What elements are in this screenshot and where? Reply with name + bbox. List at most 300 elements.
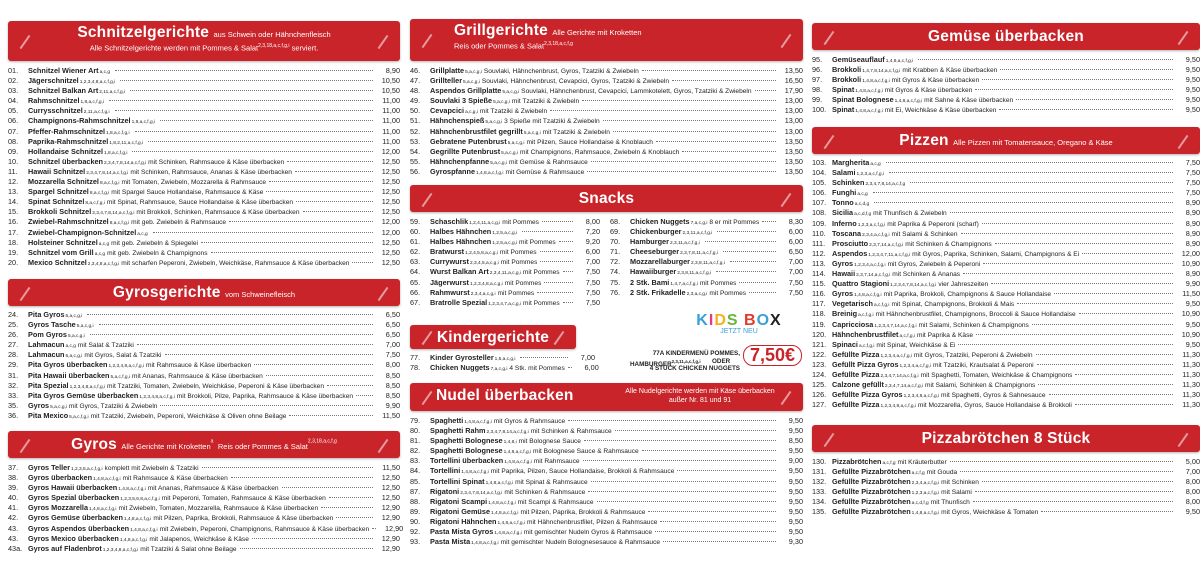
dot-leader	[963, 273, 1173, 274]
item-price: 7,50	[788, 277, 803, 287]
item-allergens: a,c,d,g	[854, 202, 870, 208]
section-header-snacks	[410, 185, 803, 212]
dot-leader	[976, 334, 1173, 335]
item-description: mit Schinken & Ananas	[892, 271, 961, 279]
item-allergens: 1,4,8,a,c,f,g,i	[488, 500, 516, 506]
item-name: Schinken	[832, 178, 865, 188]
menu-item	[812, 168, 1200, 178]
item-name: Hähnchenspieß	[430, 116, 485, 126]
dot-leader	[1016, 99, 1173, 100]
item-description: mit Bolognese Sauce	[518, 438, 581, 446]
section-title: Gyros	[71, 436, 117, 453]
item-allergens: 2,3,4,7,8,14,a,c,f,g,i	[86, 170, 129, 176]
dot-leader	[910, 182, 1173, 183]
menu-item	[8, 177, 400, 187]
menu-column-2	[410, 0, 803, 574]
section-header-gyros	[8, 431, 400, 458]
item-description: mit Salat & Tzatziki	[77, 342, 134, 350]
menu-item	[812, 487, 1200, 497]
menu-item	[812, 360, 1200, 370]
menu-item	[410, 487, 803, 497]
item-price: 12,50	[381, 197, 400, 207]
menu-item	[8, 248, 400, 258]
dot-leader	[975, 89, 1173, 90]
item-allergens: 7,a,c,g,i	[490, 367, 508, 373]
item-name: Schaschlik	[430, 217, 469, 226]
item-description: mit Hähnchenbrustfilet, Champignons, Broccoli & Sauce Hollandaise	[875, 311, 1076, 319]
item-price: 9,50	[1185, 105, 1200, 115]
item-price: 11,00	[382, 96, 400, 106]
item-allergens: 1,4,7,8,14,a,c,f,g,i	[862, 69, 901, 75]
item-allergens: 2,11,a,c,f,g,i	[99, 90, 126, 96]
dot-leader	[982, 79, 1173, 80]
item-price: 12,50	[381, 257, 400, 267]
item-name: Chickenburger	[630, 227, 682, 237]
section-header-grill	[410, 19, 803, 61]
item-number: 43.	[8, 523, 19, 533]
item-description: mit Champignons, Rahmsauce, Zwiebeln & Knoblauch	[519, 148, 680, 156]
item-description: mit Brokkoli, Pilze, Paprika, Rahmsauce & Käse überbacken	[176, 392, 354, 400]
item-price: 11,30	[1182, 369, 1200, 379]
item-name: Spinat	[832, 85, 855, 95]
dot-leader	[254, 364, 373, 365]
dot-leader	[656, 141, 776, 142]
menu-item	[410, 137, 803, 147]
item-allergens: 2,3,4,a,c,g,i	[470, 291, 496, 297]
menu-item	[812, 457, 1200, 467]
menu-item	[812, 249, 1200, 259]
menu-item	[812, 507, 1200, 517]
item-price: 6,50	[788, 247, 803, 257]
item-number: 125.	[812, 380, 827, 390]
item-price: 12,50	[381, 156, 400, 166]
menu-item	[410, 278, 600, 288]
item-description: mit Schinken	[941, 479, 979, 487]
item-description: mit Spinat & Rahmsauce	[515, 478, 588, 486]
item-number: 08.	[8, 136, 19, 146]
item-description: mit Spinat, Champignons, Brokkoli & Mais	[891, 301, 1015, 309]
item-allergens: 5,a,c,g,i	[76, 324, 94, 330]
item-description: mit Kräuterbutter	[897, 459, 947, 466]
dot-leader	[356, 395, 373, 396]
item-price: 9,50	[1185, 319, 1200, 329]
dot-leader	[201, 242, 373, 243]
menu-item	[8, 513, 400, 523]
section-note: außer Nr. 81 und 91	[668, 397, 732, 404]
item-number: 113.	[812, 258, 826, 268]
item-number: 04.	[8, 96, 19, 106]
item-allergens: 5,a,c,g,i	[485, 120, 503, 126]
dot-leader	[762, 221, 776, 222]
item-allergens: 1,2,3,4,a,c,f,g,i	[880, 353, 912, 359]
dot-leader	[677, 470, 776, 471]
item-name: Gyros Gemüse überbacken	[28, 513, 123, 523]
item-description: mit Sahne & Käse überbacken	[924, 97, 1014, 105]
section-header-schnitzel	[8, 21, 400, 61]
item-description: mit Salami & Schinken	[891, 230, 958, 238]
dot-leader	[597, 501, 777, 502]
item-allergens: 1,2,3,4,8,a,c,g,i	[469, 281, 503, 287]
item-number: 116.	[812, 289, 826, 299]
item-allergens: a,c,f,g,i	[899, 333, 915, 339]
item-price: 8,50	[385, 390, 400, 400]
item-price: 7,50	[1185, 168, 1200, 178]
dot-leader	[889, 172, 1173, 173]
item-number: 12.	[8, 177, 19, 187]
item-name: Spargel Schnitzel	[28, 187, 89, 197]
item-allergens: 1,4,8,a,c,f,g,i	[497, 520, 525, 526]
item-number: 84.	[410, 466, 421, 476]
item-price: 9,50	[1185, 95, 1200, 105]
dot-leader	[582, 100, 776, 101]
item-price: 12,00	[1181, 248, 1200, 258]
item-number: 42.	[8, 513, 19, 523]
item-price: 12,50	[381, 493, 400, 503]
item-allergens: 1,4,8,a,c,f,g,i	[862, 79, 890, 85]
item-number: 71.	[610, 247, 621, 257]
dot-leader	[282, 487, 373, 488]
item-description: mit Gyros, Tzatziki & Zwiebeln	[68, 402, 158, 410]
dot-leader	[950, 461, 1173, 462]
item-description: mit Pilzen, Sauce Hollandaise & Knoblauch	[526, 138, 653, 146]
item-price: 8,90	[1185, 228, 1200, 238]
menu-item	[8, 228, 400, 238]
dot-leader	[240, 548, 373, 549]
item-name: Gyros auf Fladenbrot	[28, 543, 102, 553]
item-number: 99.	[812, 95, 823, 105]
item-price: 6,00	[788, 227, 803, 237]
item-allergens: 1,2,3,4,a,c,f,g,i	[899, 363, 931, 369]
menu-item	[812, 467, 1200, 477]
cutlery-icon	[824, 432, 835, 446]
menu-item	[8, 147, 400, 157]
menu-item	[410, 257, 600, 267]
item-number: 79.	[410, 416, 421, 425]
item-allergens: 7,a,c,g,i	[690, 221, 708, 226]
kids-box-new: JETZT NEU	[720, 328, 758, 335]
item-allergens: 8,a,c,f,g,i	[109, 221, 130, 227]
dot-leader	[109, 100, 373, 101]
item-description: mit Schinken & Rahmsauce	[504, 488, 586, 496]
menu-item	[812, 259, 1200, 269]
dot-leader	[229, 221, 373, 222]
item-number: 59.	[410, 217, 421, 226]
section-header-broetchen	[812, 425, 1200, 452]
dot-leader	[303, 211, 374, 212]
menu-item	[812, 400, 1200, 410]
item-number: 127.	[812, 400, 827, 410]
cutlery-icon	[781, 192, 792, 206]
dot-leader	[522, 231, 573, 232]
menu-item	[8, 371, 400, 381]
menu-item	[812, 330, 1200, 340]
item-description: mit Gyros, Paprika, Schinken, Salami, Champignons & Ei	[912, 250, 1080, 258]
item-description: mit gemischter Nudeln Bolognesesauce & Rahmsauce	[500, 539, 661, 547]
item-description: mit Paprika, Brokkoli, Champignons & Sauce Hollandaise	[883, 291, 1052, 299]
item-number: 100.	[812, 105, 827, 115]
item-number: 56.	[410, 166, 421, 176]
menu-list-grill	[410, 66, 803, 177]
item-description: mit Salami, Schinken & Champignons	[925, 382, 1036, 390]
item-name: Gyros Aspendos überbacken	[28, 523, 130, 533]
item-allergens: 1,2,3,5,a,c,f,g,i	[71, 467, 103, 472]
item-price: 7,50	[1185, 188, 1200, 198]
item-price: 9,50	[788, 476, 803, 486]
section-subtitle: vom Schweinefleisch	[225, 290, 296, 299]
menu-item	[410, 537, 803, 547]
item-allergens: 1,4,8,a,c,f,g,i	[464, 420, 492, 425]
dot-leader	[266, 375, 373, 376]
item-number: 121.	[812, 339, 827, 349]
item-name: Gyros Hawaii überbacken	[28, 483, 118, 493]
item-allergens: a,c,g	[857, 192, 868, 198]
item-name: Gyros Tasche	[28, 320, 76, 330]
item-allergens: 1,2,3,4,7,8,14,a,c,f,g,i	[890, 283, 937, 289]
menu-item	[8, 503, 400, 513]
menu-item	[812, 158, 1200, 168]
item-price: 8,00	[1185, 487, 1200, 497]
dot-leader	[648, 511, 776, 512]
item-name: Margherita	[832, 158, 870, 167]
item-price: 11,30	[1182, 359, 1200, 369]
section-title: Kindergerichte	[436, 329, 550, 346]
dot-leader	[211, 252, 373, 253]
item-allergens: 1,4,8,a,c,f,g,i	[855, 89, 883, 95]
item-number: 26.	[8, 330, 19, 340]
item-price: 7,00	[385, 340, 400, 350]
item-allergens: a,c,g	[99, 70, 111, 75]
item-price: 7,50	[385, 350, 400, 360]
dot-leader	[544, 282, 573, 283]
item-description: mit Pommes	[709, 289, 747, 297]
item-description: mit Pommes	[522, 269, 560, 277]
menu-item	[812, 497, 1200, 507]
item-number: 28.	[8, 350, 19, 360]
item-name: Toscana	[832, 228, 862, 238]
item-number: 65.	[410, 277, 421, 287]
dot-leader	[137, 344, 373, 345]
item-allergens: 1,4,8,a,c,f,g,i	[119, 537, 148, 543]
item-price: 8,50	[788, 436, 803, 446]
item-allergens: 2,3,7,8,11,a,c,f,g,i	[680, 251, 718, 257]
item-allergens: 5,a,c,f,g,i	[69, 414, 89, 420]
section-subtitle-2: Reis oder Pommes & Salat	[217, 442, 308, 451]
item-price: 9,50	[1185, 65, 1200, 75]
menu-item	[812, 350, 1200, 360]
item-name: Cevapcici	[430, 106, 465, 116]
menu-item	[8, 411, 400, 421]
menu-item	[410, 116, 803, 126]
dot-leader	[587, 171, 776, 172]
dot-leader	[1038, 384, 1173, 385]
item-allergens: 2,3,4,11,a,c,g,i	[489, 271, 521, 277]
menu-item	[812, 55, 1200, 65]
item-name: Halbes Hähnchen	[430, 227, 492, 237]
item-number: 40.	[8, 493, 19, 503]
menu-item	[410, 86, 803, 96]
item-name: Gemüseauflauf	[832, 55, 885, 64]
item-description: vier Jahreszeiten	[938, 281, 989, 289]
section-subtitle: Alle Gerichte mit Kroketten	[121, 442, 211, 451]
item-allergens: 1,2,4,5,8,a,c,g,i	[465, 251, 498, 257]
dot-leader	[1036, 354, 1173, 355]
item-allergens: a,c,g	[65, 344, 76, 350]
menu-item	[8, 320, 400, 330]
dot-leader	[672, 80, 776, 81]
dot-leader	[568, 420, 776, 421]
item-description: mit Ananas, Rahmsauce & Käse überbacken	[131, 372, 263, 380]
item-price: 9,90	[385, 400, 400, 410]
menu-item	[8, 360, 400, 370]
dot-leader	[705, 241, 776, 242]
item-number: 18.	[8, 237, 19, 247]
item-allergens: 1,2,3,a,c,f,g,i	[857, 222, 886, 228]
menu-item	[8, 401, 400, 411]
dot-leader	[717, 231, 776, 232]
item-description: mit Bolognese Sauce & Rahmsauce	[533, 448, 639, 456]
section-header-gemuese	[812, 23, 1200, 50]
kids-logo-letter: K	[696, 312, 709, 329]
dot-leader	[584, 440, 776, 441]
item-name: Hawaiiburger	[630, 267, 677, 277]
item-name: Pasta Mista	[430, 537, 471, 547]
menu-item	[410, 106, 803, 116]
dot-leader	[115, 110, 373, 111]
dot-leader	[1082, 253, 1173, 254]
menu-item	[812, 105, 1200, 115]
item-price: 6,50	[385, 310, 400, 319]
menu-item	[410, 363, 599, 373]
item-description: mit Zwiebeln, Tomaten, Mozzarella, Rahmsauce & Käse überbacken	[118, 505, 319, 513]
item-description: mit Spaghetti, Gyros & Sahnesauce	[941, 392, 1046, 400]
item-description: mit Paprika & Käse	[916, 331, 974, 339]
item-name: Funghi	[832, 188, 857, 198]
item-number: 19.	[8, 247, 19, 257]
item-name: Prosciutto	[832, 238, 869, 248]
item-price: 7,50	[585, 277, 600, 287]
item-allergens: 2,3,7,14,a,c,f,g,i	[869, 242, 904, 248]
item-name: Spinat	[832, 105, 855, 115]
item-number: 89.	[410, 506, 421, 516]
item-name: Jägerwurst	[430, 277, 469, 287]
item-name: Gyros Spezial überbacken	[28, 493, 120, 503]
dot-leader	[252, 538, 373, 539]
item-name: Gyros Mozzarella	[28, 503, 89, 513]
menu-list-schnitzel	[8, 66, 400, 268]
dot-leader	[537, 292, 573, 293]
dot-leader	[918, 59, 1173, 60]
item-number: 97.	[812, 75, 823, 85]
item-price: 9,50	[788, 496, 803, 506]
item-allergens: 1,2,3,4,a,c,f,g,i	[854, 262, 886, 268]
item-number: 108.	[812, 208, 827, 218]
item-description: mit Tzatziki & Zwiebeln	[479, 108, 548, 116]
item-description: mit Gemüse & Rahmsauce	[509, 158, 588, 166]
kids-logo-letter: I	[708, 312, 715, 329]
item-allergens: 1,2,3,4,8,a,c,f,g,i	[102, 547, 139, 553]
item-price: 9,50	[788, 516, 803, 526]
menu-column-3	[812, 0, 1200, 574]
menu-item	[410, 436, 803, 446]
menu-item	[812, 239, 1200, 249]
item-number: 09.	[8, 146, 19, 156]
item-name: Halbes Hähnchen	[430, 237, 492, 247]
item-name: Hamburger	[630, 237, 669, 247]
item-description: mit Pommes	[497, 289, 535, 297]
item-description: mit Pommes	[499, 249, 537, 257]
item-price: 5,00	[1185, 457, 1200, 466]
dot-leader	[148, 141, 373, 142]
section-header-nudel	[410, 383, 803, 411]
item-number: 37.	[8, 463, 19, 472]
item-allergens: a,c,g,i	[465, 110, 478, 116]
menu-item	[8, 76, 400, 86]
item-name: Rigatoni	[430, 486, 460, 496]
item-number: 82.	[410, 446, 421, 456]
dot-leader	[87, 314, 373, 315]
dot-leader	[160, 405, 373, 406]
menu-item	[812, 340, 1200, 350]
dot-leader	[1041, 511, 1173, 512]
item-price: 10,90	[1181, 258, 1200, 268]
item-description: Souvlaki, Hähnchenbrust, Cevapcici, Gyros, Tzatziki & Zwiebeln	[481, 78, 670, 86]
item-name: Gyros überbacken	[28, 473, 93, 483]
item-description: mit Gyros, Salat & Tzatziki	[84, 352, 162, 360]
item-price: 7,00	[580, 353, 595, 362]
item-allergens: 1,4,7,a,c,f,g,i	[670, 281, 698, 287]
item-description: mit Tzatziki & Zwiebeln	[542, 128, 610, 136]
item-number: 93.	[410, 537, 421, 547]
item-description: mit Thunfisch	[930, 499, 970, 507]
item-name: Schnitzel Wiener Art	[28, 66, 99, 75]
item-price: 13,50	[784, 156, 803, 166]
item-price: 10,90	[1181, 309, 1200, 319]
menu-item	[8, 66, 400, 76]
item-allergens: 2,11,a,c,f,g,i	[83, 110, 110, 116]
item-number: 77.	[410, 353, 421, 362]
item-name: Spaghetti Bolognese	[430, 446, 503, 456]
item-allergens: 5,a,c,g,i	[463, 80, 480, 86]
section-title: Gyrosgerichte	[112, 284, 221, 301]
section-title: Pizzabrötchen 8 Stück	[921, 430, 1091, 447]
item-number: 60.	[410, 227, 421, 237]
item-price: 8,00	[585, 217, 600, 226]
item-price: 9,50	[788, 426, 803, 436]
item-allergens: 5,a,c,g,i	[50, 404, 67, 410]
menu-item	[610, 278, 803, 288]
dot-leader	[716, 271, 776, 272]
item-price: 8,30	[788, 217, 803, 226]
kids-box-logo	[678, 312, 800, 335]
item-number: 88.	[410, 496, 421, 506]
menu-item	[410, 96, 803, 106]
item-price: 7,00	[788, 267, 803, 277]
item-allergens: 1,2,3,4,7,14,a,c,f,g,i	[874, 323, 917, 329]
item-name: Holsteiner Schnitzel	[28, 237, 98, 247]
item-price: 13,00	[784, 116, 803, 126]
item-price: 9,00	[788, 456, 803, 466]
item-price: 12,50	[381, 207, 400, 217]
item-number: 105.	[812, 178, 827, 188]
dot-leader	[995, 243, 1173, 244]
dot-leader	[165, 354, 373, 355]
item-name: Aspendos Grillplatte	[430, 86, 502, 96]
item-name: Gefüllte Pizzabrötchen	[832, 487, 911, 497]
item-name: Gefüllte Pizza Gyros	[832, 390, 903, 400]
item-price: 9,90	[1185, 279, 1200, 289]
item-name: Pita Hawaii überbacken	[28, 370, 110, 380]
item-price: 13,00	[784, 106, 803, 116]
